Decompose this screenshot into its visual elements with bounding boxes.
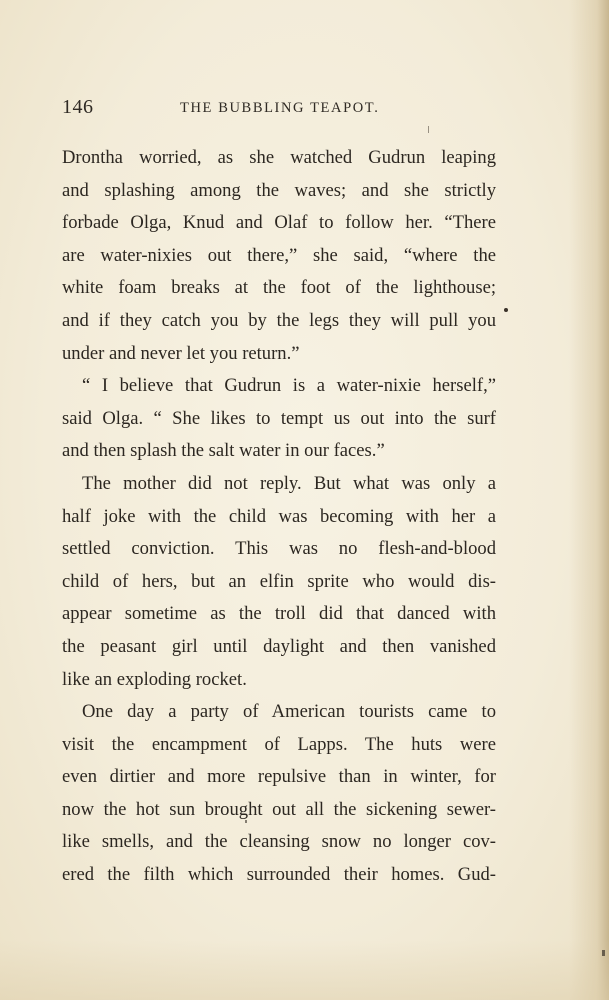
text-line: are water-nixies out there,” she said, “where the — [62, 244, 496, 266]
text-line: appear sometime as the troll did that danced with — [62, 603, 496, 625]
ink-speck — [602, 950, 605, 956]
text-line: The mother did not reply. But what was only a — [82, 472, 496, 494]
text-line: half joke with the child was becoming with her a — [62, 505, 496, 527]
text-line: like an exploding rocket. — [62, 668, 247, 690]
text-line: and then splash the salt water in our faces.” — [62, 440, 385, 462]
text-line: settled conviction. This was no flesh-and-blood — [62, 538, 496, 560]
ink-speck — [428, 126, 429, 133]
text-line: “ I believe that Gudrun is a water-nixie herself,” — [82, 375, 496, 397]
text-line: Drontha worried, as she watched Gudrun leaping — [62, 147, 496, 168]
text-line: said Olga. “ She likes to tempt us out into the surf — [62, 407, 496, 429]
text-line: even dirtier and more repulsive than in winter, for — [62, 766, 496, 788]
ink-speck — [245, 820, 247, 823]
page-edge-shadow — [569, 0, 609, 1000]
body-text — [62, 142, 496, 892]
text-line: under and never let you return.” — [62, 342, 300, 364]
text-line: and if they catch you by the legs they will pull you — [62, 309, 496, 331]
page-bottom-shadow — [0, 940, 609, 1000]
text-line: ered the filth which surrounded their homes. Gud- — [62, 864, 496, 886]
text-line: white foam breaks at the foot of the lighthouse; — [62, 277, 496, 299]
text-line: child of hers, but an elfin sprite who would dis- — [62, 570, 496, 592]
text-line: now the hot sun brought out all the sickening sewer- — [62, 798, 496, 820]
ink-speck — [504, 308, 508, 312]
text-line: One day a party of American tourists came to — [82, 701, 496, 723]
text-line: like smells, and the cleansing snow no longer cov- — [62, 831, 496, 853]
page-header — [62, 96, 494, 122]
page-number: 146 — [62, 96, 94, 118]
text-line: forbade Olga, Knud and Olaf to follow her. “There — [62, 212, 496, 234]
text-line: visit the encampment of Lapps. The huts were — [62, 733, 496, 755]
text-line: and splashing among the waves; and she strictly — [62, 179, 496, 201]
running-head: THE BUBBLING TEAPOT. — [180, 100, 380, 116]
text-line: the peasant girl until daylight and then vanished — [62, 635, 496, 657]
